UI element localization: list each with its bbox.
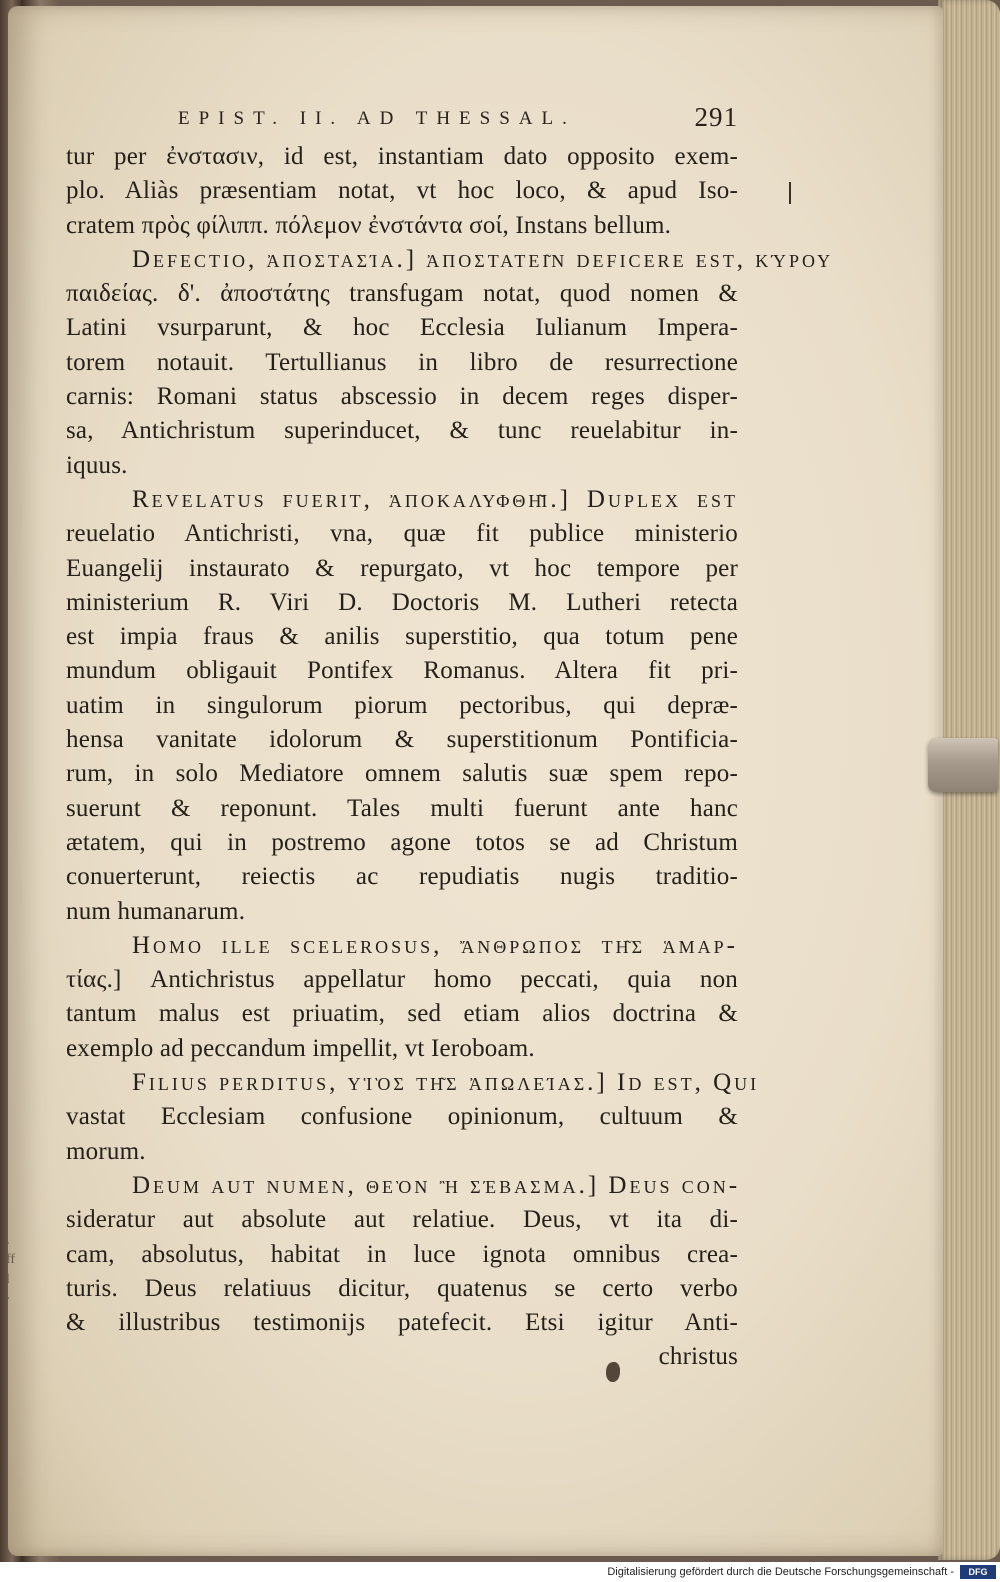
text-line: suerunt & reponunt. Tales multi fuerunt ante hanc: [66, 794, 738, 822]
page-header: [178, 102, 738, 138]
text-line: turis. Deus relatiuus dicitur, quatenus se certo verbo: [66, 1274, 738, 1302]
text-line: plo. Aliàs præsentiam notat, vt hoc loco, & apud Iso-: [66, 177, 738, 205]
text-line: rum, in solo Mediatore omnem salutis suæ spem repo-: [66, 760, 738, 788]
text-line: torem notauit. Tertullianus in libro de resurrectione: [66, 348, 738, 376]
dfg-logo: DFG: [960, 1565, 996, 1579]
text-line: reuelatio Antichristi, vna, quæ fit publice ministerio: [66, 520, 738, 548]
running-head: EPIST. II. AD THESSAL.: [178, 108, 576, 129]
lemma-line: Filius perditus, υἱὸς τῆς ἀπωλείας.] Id est, Qui: [132, 1069, 760, 1097]
text-line: tur per ἐνστασιν, id est, instantiam dato opposito exem-: [66, 143, 738, 170]
margin-mark: [789, 182, 791, 204]
bookmark-tab: [928, 738, 998, 792]
text-line: num humanarum.: [66, 897, 246, 925]
text-line: carnis: Romani status abscessio in decem reges disper-: [66, 383, 738, 411]
text-line: cratem πρὸς φίλιππ. πόλεμον ἐνστάντα σοί, Instans bellum.: [66, 211, 672, 239]
catchword: christus: [658, 1343, 738, 1371]
lemma-line: Deum aut numen, θεὸν ἢ σέβασμα.] Deus con-: [132, 1171, 741, 1199]
lemma-line: Revelatus fuerit, ἀποκαλυφθῇ.] Duplex est: [132, 485, 738, 513]
text-line: ætatem, qui in postremo agone totos se ad Christum: [66, 828, 738, 856]
text-line: sideratur aut absolute aut relatiue. Deus, vt ita di-: [66, 1206, 738, 1234]
text-line: tantum malus est priuatim, sed etiam alios doctrina &: [66, 1000, 738, 1028]
text-line: iquus.: [66, 451, 128, 479]
text-line: exemplo ad peccandum impellit, vt Ieroboam.: [66, 1034, 535, 1062]
text-line: Euangelij instaurato & repurgato, vt hoc tempore per: [66, 554, 738, 582]
text-line: mundum obligauit Pontifex Romanus. Altera fit pri-: [66, 657, 738, 685]
text-line: τίας.] Antichristus appellatur homo peccati, quia non: [66, 966, 738, 994]
text-line: est impia fraus & anilis superstitio, qua totum pene: [66, 623, 738, 651]
text-line: sa, Antichristum superinducet, & tunc reuelabitur in-: [66, 417, 738, 445]
ink-blot: [606, 1362, 620, 1382]
lemma-line: Defectio, ἀποστασία.] ἀποστατεῖν deficere est, κύρου: [132, 245, 834, 273]
text-line: & illustribus testimonijs patefecit. Etsi igitur Anti-: [66, 1309, 738, 1337]
text-line: hensa vanitate idolorum & superstitionum Pontificia-: [66, 726, 738, 754]
text-line: παιδείας. δ'. ἀποστάτης transfugam notat, quod nomen &: [66, 280, 738, 308]
body-text: [66, 140, 834, 1375]
text-line: vastat Ecclesiam confusione opinionum, cultuum &: [66, 1103, 738, 1131]
text-line: conuerterunt, reiectis ac repudiatis nugis traditio-: [66, 863, 738, 891]
funding-credit: Digitalisierung gefördert durch die Deutsche Forschungsgemeinschaft -: [607, 1566, 954, 1578]
margin-bleed-text: , ff l ·: [6, 1232, 16, 1307]
page-number: 291: [694, 102, 738, 132]
text-line: Latini vsurparunt, & hoc Ecclesia Iulianum Impera-: [66, 314, 738, 342]
text-line: cam, absolutus, habitat in luce ignota omnibus crea-: [66, 1240, 738, 1268]
text-line: ministerium R. Viri D. Doctoris M. Lutheri retecta: [66, 588, 738, 616]
lemma-line: Homo ille scelerosus, ἄνθρωπος τῆς ἁμαρ-: [132, 931, 738, 959]
text-line: uatim in singulorum piorum pectoribus, qui depræ-: [66, 691, 738, 719]
text-line: morum.: [66, 1137, 146, 1165]
